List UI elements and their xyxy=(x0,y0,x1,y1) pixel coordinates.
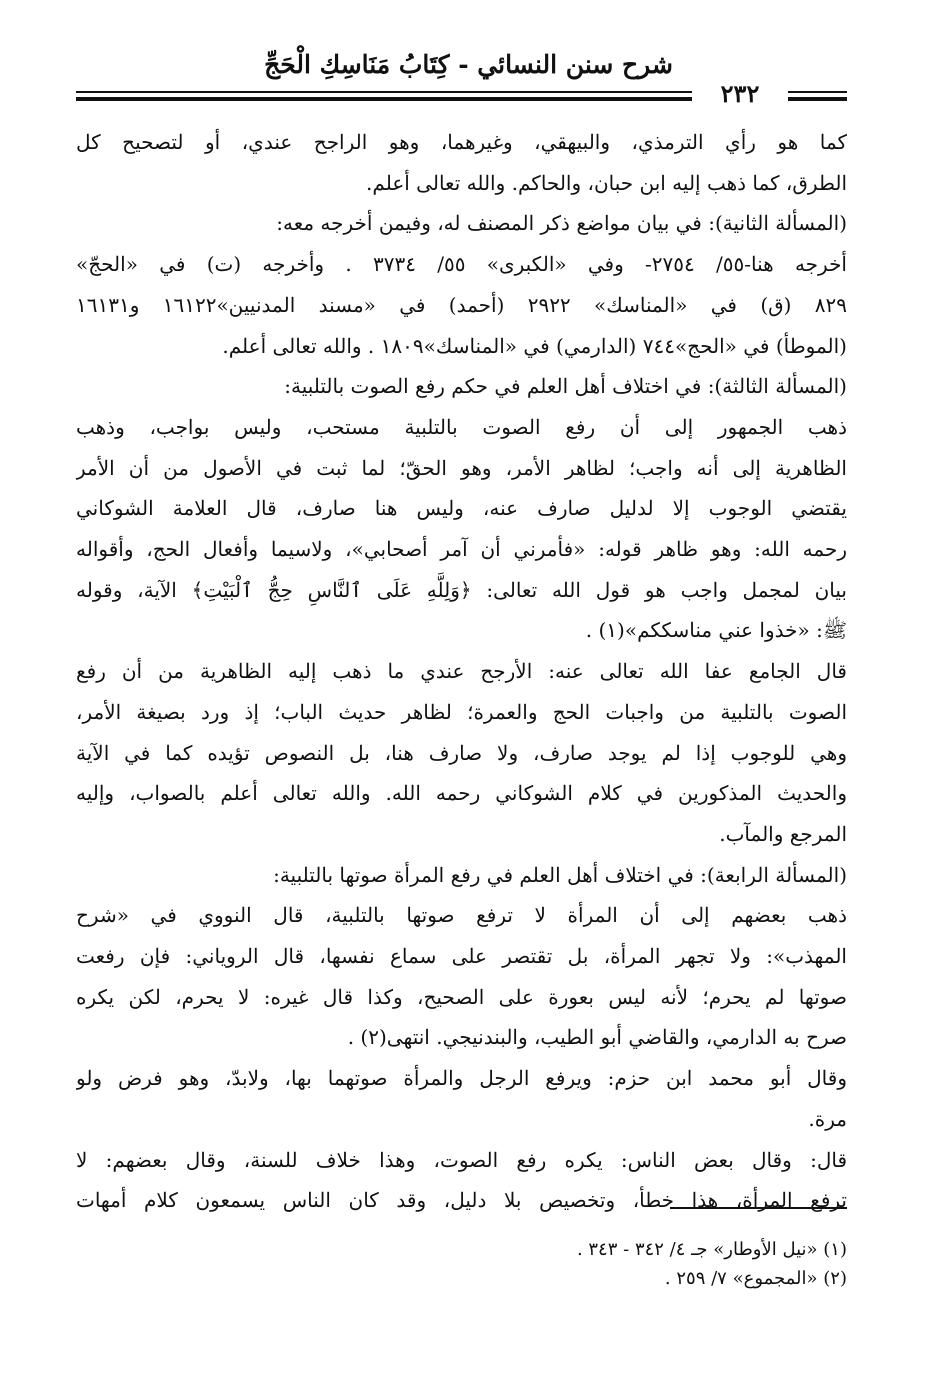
text-line: وقال أبو محمد ابن حزم: ويرفع الرجل والمرأة صوتهما بها، ولابدّ، وهو فرض ولو xyxy=(76,1066,847,1091)
page-number: ٢٣٢ xyxy=(692,79,788,108)
body-text xyxy=(76,122,847,1221)
text-line: وهي للوجوب إذا لم يوجد صارف، ولا صارف هنا، بل النصوص تؤيده كما في الآية xyxy=(76,740,847,765)
text-line: ذهب الجمهور إلى أن رفع الصوت بالتلبية مستحب، وليس بواجب، وذهب xyxy=(76,414,847,439)
running-header-title: شرح سنن النسائي - كِتَابُ مَنَاسِكِ الْحَجِّ xyxy=(264,50,673,79)
text-line: (المسألة الثالثة): في اختلاف أهل العلم في حكم رفع الصوت بالتلبية: xyxy=(284,374,847,399)
text-line: المرجع والمآب. xyxy=(719,821,847,846)
text-line: ﷺ: «خذوا عني مناسككم»(١) . xyxy=(585,618,847,643)
text-line: قال: وقال بعض الناس: يكره رفع الصوت، وهذا خلاف للسنة، وقال بعضهم: لا xyxy=(76,1147,847,1172)
text-line: قال الجامع عفا الله تعالى عنه: الأرجح عندي ما ذهب إليه الظاهرية من أن رفع xyxy=(76,659,847,684)
text-line: صرح به الدارمي، والقاضي أبو الطيب، والبندنيجي. انتهى(٢) . xyxy=(347,1025,847,1050)
text-line: بيان لمجمل واجب هو قول الله تعالى: ﴿وَلِلَّهِ عَلَى ٱلنَّاسِ حِجُّ ٱلْبَيْتِ﴾ الآية، وقوله xyxy=(76,577,847,602)
footnote: (١) «نيل الأوطار» جـ ٤/ ٣٤٢ - ٣٤٣ . xyxy=(576,1239,847,1260)
text-line: الظاهرية إلى أنه واجب؛ لظاهر الأمر، وهو الحقّ؛ لما ثبت في الأصول من أن الأمر xyxy=(76,455,847,480)
text-line: أخرجه هنا-٥٥/ ٢٧٥٤- وفي «الكبرى» ٥٥/ ٣٧٣٤ . وأخرجه (ت) في «الحجّ» xyxy=(76,252,847,277)
text-line: (الموطأ) في «الحج»٧٤٤ (الدارمي) في «المناسك»١٨٠٩ . والله تعالى أعلم. xyxy=(222,333,847,358)
text-line: يقتضي الوجوب إلا لدليل صارف عنه، وليس هنا صارف، قال العلامة الشوكاني xyxy=(76,496,847,521)
text-line: مرة. xyxy=(808,1106,847,1131)
text-line: والحديث المذكورين في كلام الشوكاني رحمه الله. والله تعالى أعلم بالصواب، وإليه xyxy=(76,781,847,806)
text-line: الصوت بالتلبية من واجبات الحج والعمرة؛ لظاهر حديث الباب؛ إذ ورد بصيغة الأمر، xyxy=(76,699,847,724)
text-line: (المسألة الثانية): في بيان مواضع ذكر المصنف له، وفيمن أخرجه معه: xyxy=(276,211,847,236)
text-line: ذهب بعضهم إلى أن المرأة لا ترفع صوتها بالتلبية، قال النووي في «شرح xyxy=(76,903,847,928)
text-line: صوتها لم يحرم؛ لأنه ليس بعورة على الصحيح، وكذا قال غيره: لا يحرم، لكن يكره xyxy=(76,984,847,1009)
text-line: ٨٢٩ (ق) في «المناسك» ٢٩٢٢ (أحمد) في «مسند المدنيين»١٦١٢٢ و١٦١٣١ xyxy=(76,292,847,317)
text-line: (المسألة الرابعة): في اختلاف أهل العلم في رفع المرأة صوتها بالتلبية: xyxy=(273,862,847,887)
text-line: كما هو رأي الترمذي، والبيهقي، وغيرهما، وهو الراجح عندي، أو لتصحيح كل xyxy=(76,130,847,154)
footnotes xyxy=(76,1235,847,1293)
text-line: رحمه الله: وهو ظاهر قوله: «فأمرني أن آمر أصحابي»، ولاسيما وأفعال الحج، وأقواله xyxy=(76,537,847,562)
footnote: (٢) «المجموع» ٧/ ٢٥٩ . xyxy=(664,1268,847,1289)
footnote-separator xyxy=(670,1207,847,1209)
text-line: ترفع المرأة، هذا خطأ، وتخصيص بلا دليل، وقد كان الناس يسمعون كلام أمهات xyxy=(76,1188,847,1213)
text-line: المهذب»: ولا تجهر المرأة، بل تقتصر على سماع نفسها، قال الروياني: فإن رفعت xyxy=(76,944,847,969)
text-line: الطرق، كما ذهب إليه ابن حبان، والحاكم. والله تعالى أعلم. xyxy=(366,170,847,195)
